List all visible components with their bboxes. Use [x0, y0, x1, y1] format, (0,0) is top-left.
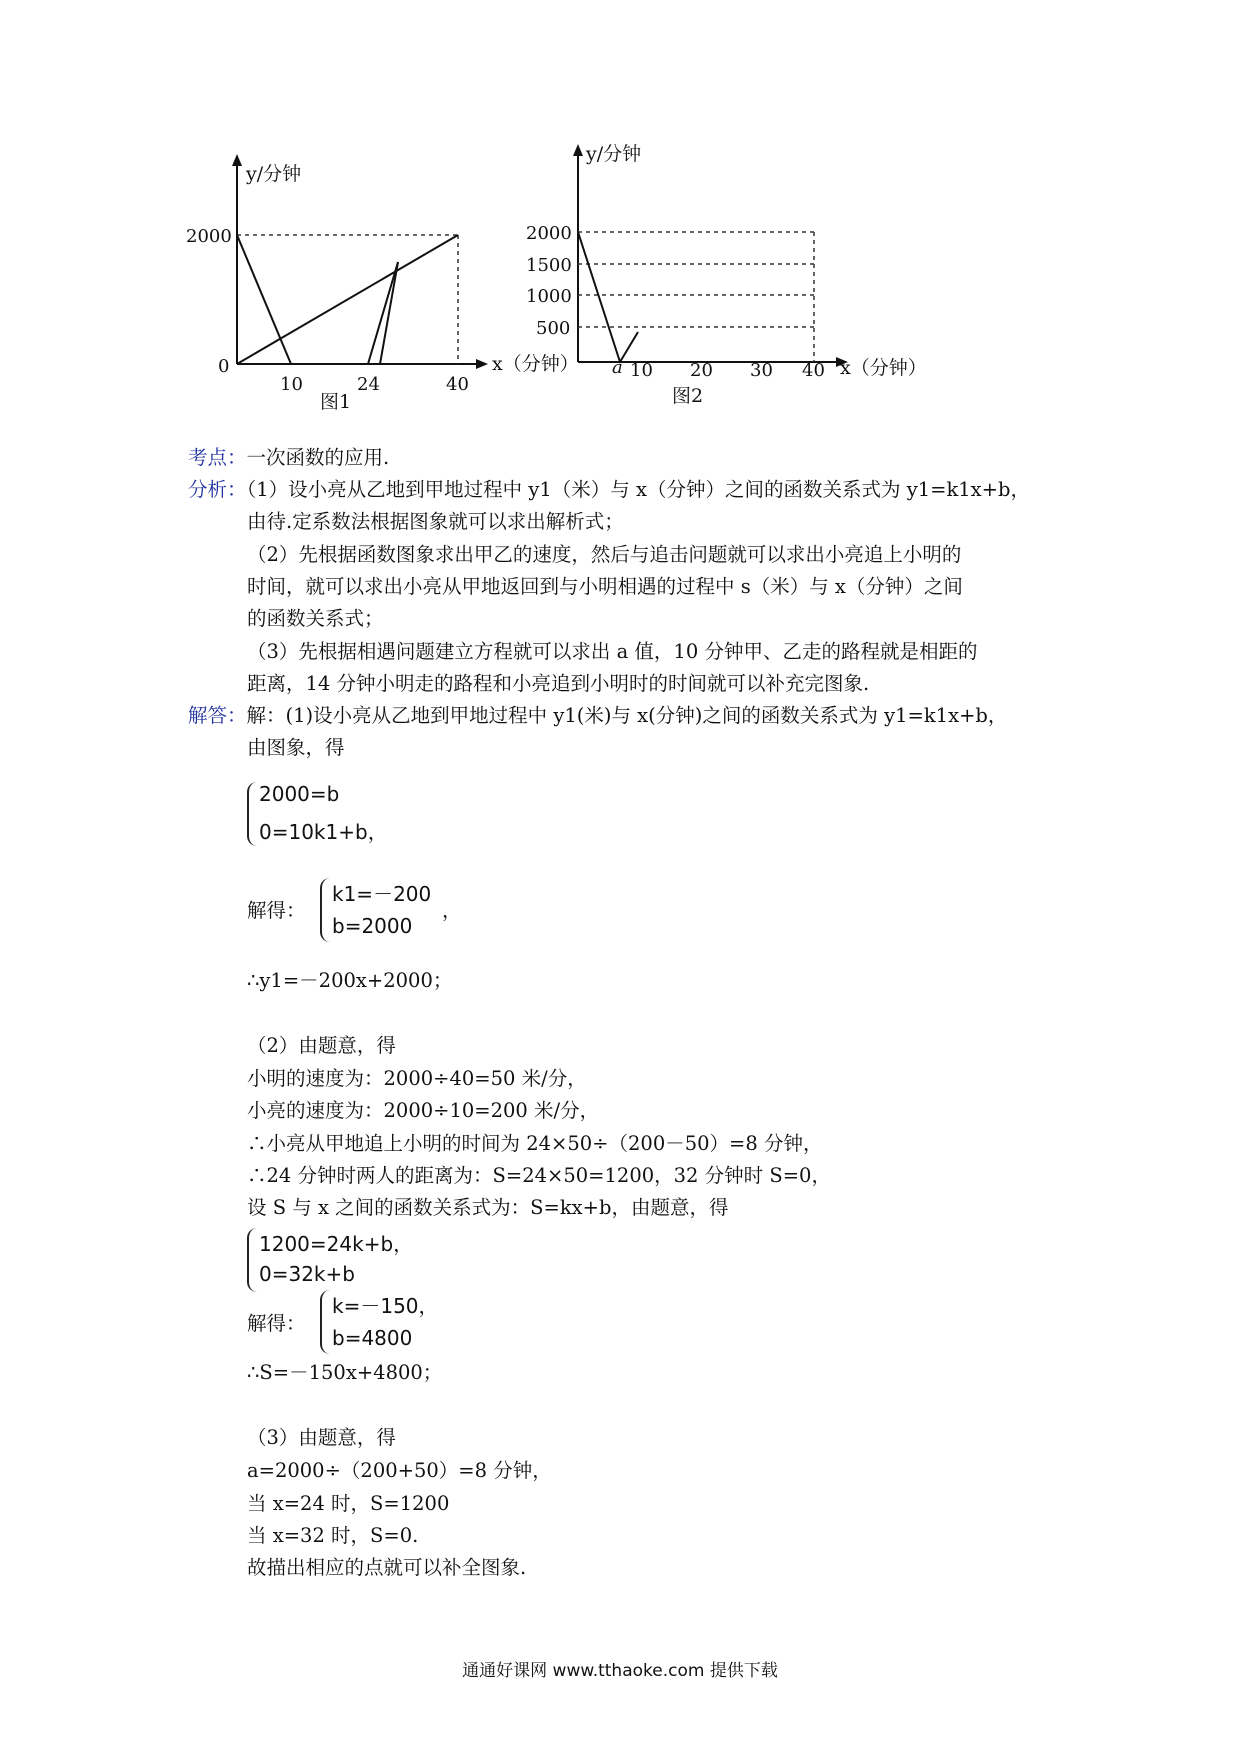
part3-text: （3）由题意，得	[247, 1426, 396, 1449]
brace	[320, 878, 332, 942]
fig2-x-label: x（分钟）	[840, 357, 927, 379]
fig1-y-arrow	[232, 154, 242, 166]
result-2: ∴S=－150x+4800；	[247, 1361, 443, 1384]
fig2-y-tick: 500	[536, 318, 571, 339]
fig2-x-tick: 10	[630, 360, 653, 381]
fig1-caption: 图1	[320, 391, 352, 413]
jieda-line	[188, 702, 1007, 729]
fig1-x-tick: 24	[357, 374, 380, 395]
fenxi-text: 的函数关系式；	[247, 607, 384, 630]
fig1-x-tick: 10	[280, 374, 303, 395]
fig2-line-down	[578, 232, 620, 362]
part2-text: ∴小亮从甲地追上小明的时间为 24×50÷（200－50）=8 分钟，	[247, 1132, 823, 1155]
fig1-origin: 0	[218, 356, 230, 377]
fig1-y-tick: 2000	[186, 226, 232, 247]
brace	[320, 1290, 332, 1354]
equation: k1=－200	[332, 882, 432, 906]
fig1-x-tick: 40	[446, 374, 469, 395]
fig2-x-tick: 30	[750, 360, 773, 381]
part3-text: 故描出相应的点就可以补全图象.	[247, 1556, 527, 1579]
fenxi-tag: 分析：	[188, 478, 247, 501]
jieda-tag: 解答：	[188, 704, 247, 727]
jieda-text: 解：(1)设小亮从乙地到甲地过程中 y1(米)与 x(分钟)之间的函数关系式为 y1=k1x+b，	[246, 704, 1008, 727]
figure-1	[180, 150, 579, 420]
fig2-caption: 图2	[672, 385, 704, 407]
part2-text: 小明的速度为：2000÷40=50 米/分，	[247, 1067, 587, 1090]
fig1-y-label: y/分钟	[246, 163, 302, 185]
solve-label: 解得：	[247, 1312, 306, 1335]
fig2-y-arrow	[573, 144, 583, 156]
fenxi-text: 时间，就可以求出小亮从甲地返回到与小明相遇的过程中 s（米）与 x（分钟）之间	[247, 575, 963, 598]
brace	[247, 1228, 259, 1292]
fig2-y-tick: 1500	[526, 255, 572, 276]
part3-text: 当 x=32 时，S=0.	[247, 1524, 419, 1547]
fig1-x-label: x（分钟）	[492, 353, 579, 375]
jieda-text: 由图象，得	[247, 736, 345, 759]
fig1-x-arrow	[476, 359, 488, 369]
equation: 1200=24k+b，	[259, 1232, 414, 1256]
figure-2	[520, 140, 940, 420]
part2-text: ∴24 分钟时两人的距离为：S=24×50=1200，32 分钟时 S=0，	[247, 1164, 831, 1187]
kaodian-line	[188, 444, 389, 471]
fenxi-text: （1）设小亮从乙地到甲地过程中 y1（米）与 x（分钟）之间的函数关系式为 y1=k1x+b，	[246, 478, 1030, 501]
brace	[247, 782, 259, 846]
fenxi-text: 距离，14 分钟小明走的路程和小亮追到小明时的时间就可以补充完图象.	[247, 672, 870, 695]
fig2-y-label: y/分钟	[586, 143, 642, 165]
equation: 0=10k1+b，	[259, 820, 388, 844]
fig2-x-tick: 40	[802, 360, 825, 381]
fig2-y-tick: 1000	[526, 286, 572, 307]
fenxi-text: （2）先根据函数图象求出甲乙的速度，然后与追击问题就可以求出小亮追上小明的	[247, 543, 962, 566]
fenxi-text: 由待.定系数法根据图象就可以求出解析式；	[247, 510, 624, 533]
fenxi-text: （3）先根据相遇问题建立方程就可以求出 a 值，10 分钟甲、乙走的路程就是相距的	[247, 640, 978, 663]
fig1-line-down	[237, 235, 291, 364]
equation: 0=32k+b	[259, 1262, 355, 1286]
part2-text: （2）由题意，得	[247, 1034, 396, 1057]
equation: b=2000	[332, 914, 413, 938]
fig2-y-tick: 2000	[526, 223, 572, 244]
footer: 通通好课网 www.tthaoke.com 提供下载	[462, 1661, 778, 1681]
equation: k=－150，	[332, 1294, 439, 1318]
equation: 2000=b	[259, 782, 340, 806]
part2-text: 设 S 与 x 之间的函数关系式为：S=kx+b，由题意，得	[247, 1196, 729, 1219]
result-1: ∴y1=－200x+2000；	[247, 969, 453, 992]
fig2-a-label: a	[612, 357, 623, 378]
fenxi-line	[188, 476, 1030, 503]
fig1-line-up	[237, 235, 458, 364]
part3-text: a=2000÷（200+50）=8 分钟，	[247, 1459, 552, 1482]
part2-text: 小亮的速度为：2000÷10=200 米/分，	[247, 1099, 600, 1122]
fig2-x-tick: 20	[690, 360, 713, 381]
comma: ，	[442, 899, 462, 922]
kaodian-tag: 考点：	[188, 446, 247, 469]
solve-label: 解得：	[247, 899, 306, 922]
equation: b=4800	[332, 1326, 413, 1350]
kaodian-text: 一次函数的应用.	[246, 446, 390, 469]
part3-text: 当 x=24 时，S=1200	[247, 1492, 450, 1515]
